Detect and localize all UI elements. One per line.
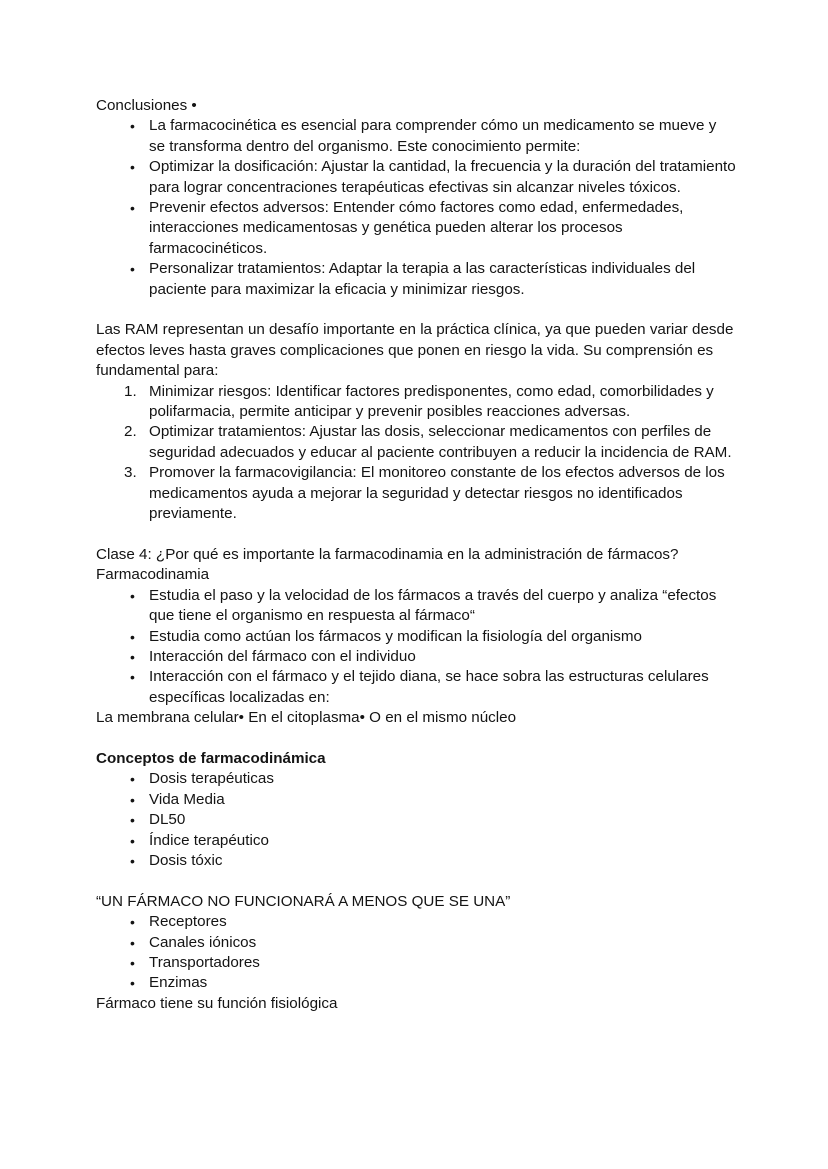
- block-spacer: [96, 525, 736, 545]
- list-item: Optimizar tratamientos: Ajustar las dosis, seleccionar medicamentos con perfiles de seguridad adecuados y educar al paciente contribuyen a reducir la incidencia de RAM.: [149, 423, 732, 461]
- dianas-bullet-list: [96, 912, 736, 994]
- list-item: • Dosis terapéuticas: [96, 769, 736, 789]
- list-item: • Interacción del fármaco con el individuo: [96, 647, 736, 667]
- localizacion-line: La membrana celular• En el citoplasma• O en el mismo núcleo: [96, 709, 517, 727]
- list-item: • Vida Media: [96, 790, 736, 810]
- list-item: Promover la farmacovigilancia: El monitoreo constante de los efectos adversos de los medicamentos ayuda a mejorar la seguridad y detectar riesgos no identificados previamente.: [149, 464, 725, 523]
- list-item: • Enzimas: [96, 973, 736, 993]
- ram-numbered-list: [96, 382, 736, 525]
- conclusiones-heading: Conclusiones •: [96, 97, 197, 114]
- farmaco-quote: “UN FÁRMACO NO FUNCIONARÁ A MENOS QUE SE UNA”: [96, 892, 511, 910]
- list-item: • Índice terapéutico: [96, 831, 736, 851]
- list-item: • Prevenir efectos adversos: Entender cómo factores como edad, enfermedades, interacciones medicamentosas y genética pueden alterar los procesos farmacocinéticos.: [96, 198, 736, 259]
- list-item: • Optimizar la dosificación: Ajustar la cantidad, la frecuencia y la duración del tratamiento para lograr concentraciones terapéuticas efectivas sin alcanzar niveles tóxicos.: [96, 157, 736, 198]
- list-item: • Dosis tóxic: [96, 851, 736, 871]
- conclusiones-bullet-list: [96, 116, 736, 300]
- list-item: • Receptores: [96, 912, 736, 932]
- conceptos-bullet-list: [96, 769, 736, 871]
- list-item: • Interacción con el fármaco y el tejido diana, se hace sobra las estructuras celulares específicas localizadas en:: [96, 667, 736, 708]
- block-spacer: [96, 871, 736, 891]
- block-spacer: [96, 300, 736, 320]
- closing-line: Fármaco tiene su función fisiológica: [96, 994, 338, 1012]
- list-item: • DL50: [96, 810, 736, 830]
- farmacodinamia-bullet-list: [96, 586, 736, 708]
- list-item: • Transportadores: [96, 953, 736, 973]
- list-item: Minimizar riesgos: Identificar factores predisponentes, como edad, comorbilidades y polifarmacia, permite anticipar y prevenir posibles reacciones adversas.: [149, 382, 714, 421]
- list-item: • Canales iónicos: [96, 933, 736, 953]
- list-item: • Estudia el paso y la velocidad de los fármacos a través del cuerpo y analiza “efectos que tiene el organismo en respuesta al fármaco“: [96, 586, 736, 627]
- list-item: • Personalizar tratamientos: Adaptar la terapia a las características individuales del paciente para maximizar la eficacia y minimizar riesgos.: [96, 259, 736, 300]
- list-item: • La farmacocinética es esencial para comprender cómo un medicamento se mueve y se transforma dentro del organismo. Este conocimiento permite:: [96, 116, 736, 157]
- document-body: [96, 96, 736, 1014]
- clase4-title: Clase 4: ¿Por qué es importante la farmacodinamia en la administración de fármacos?: [96, 545, 679, 563]
- block-spacer: [96, 729, 736, 749]
- conceptos-heading: Conceptos de farmacodinámica: [96, 749, 326, 767]
- ram-paragraph: Las RAM representan un desafío importante en la práctica clínica, ya que pueden variar desde efectos leves hasta graves complicaciones que ponen en riesgo la vida. Su comprensión es fundamental para:: [96, 321, 734, 380]
- farmacodinamia-label: Farmacodinamia: [96, 566, 210, 584]
- list-item: • Estudia como actúan los fármacos y modifican la fisiología del organismo: [96, 627, 736, 647]
